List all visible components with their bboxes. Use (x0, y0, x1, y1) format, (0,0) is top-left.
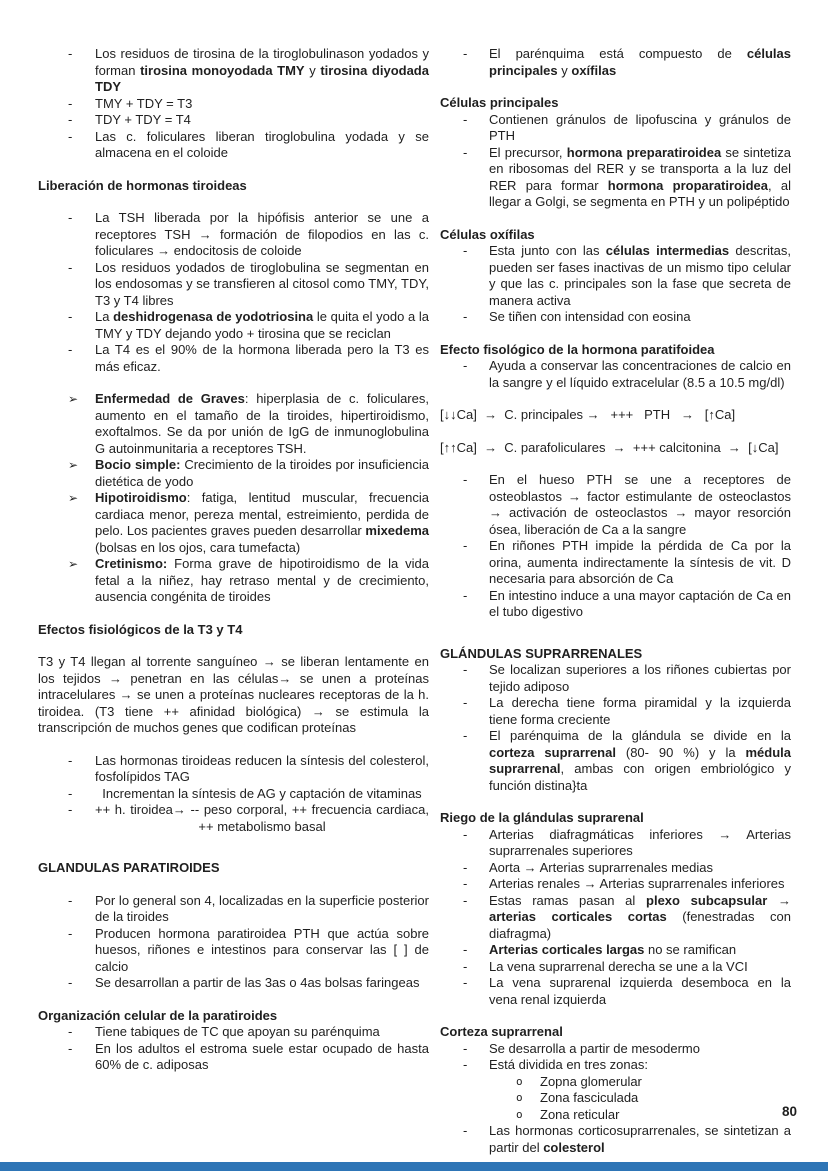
section-heading: Liberación de hormonas tiroideas (38, 177, 247, 193)
list-item-text (540, 1107, 619, 1122)
text-segment: Crecimiento de la tiroides por insuficiencia dietética de yodo (95, 457, 429, 489)
list-item-text (489, 538, 791, 586)
list-item-text (95, 342, 429, 374)
list-item (440, 145, 791, 211)
text-segment: Los residuos de tirosina de la tiroglobulinason yodados y forman (95, 46, 429, 78)
list-item-text (95, 391, 429, 456)
list-item (38, 786, 429, 803)
text-segment: Incrementan la síntesis de AG y captación de vitaminas (102, 785, 422, 801)
text-segment: Ayuda a conservar las concentraciones de calcio en la sangre y el líquido extracelular (8.5 a 10.5 mg/dl) (489, 358, 791, 390)
list-item (38, 309, 429, 342)
section-heading: Células principales (440, 95, 559, 110)
dash-list (440, 112, 791, 211)
arrow-list (38, 391, 429, 606)
text-segment: Zopna glomerular (540, 1073, 642, 1089)
dash-bullet-marker: - (68, 210, 73, 225)
text-segment: En intestino induce a una mayor captación de Ca en el tubo digestivo (489, 587, 791, 619)
list-item-text (540, 1074, 642, 1089)
list-item-text (95, 490, 429, 555)
dash-bullet-marker: - (463, 728, 468, 743)
list-item (440, 1041, 791, 1058)
circle-bullet-marker: o (516, 1074, 523, 1088)
list-item (440, 46, 791, 79)
text-segment: La TSH liberada por la hipófisis anterior se une a receptores TSH → formación de filopodios en las c. foliculares → endocitosis de coloide (95, 210, 429, 258)
text-segment: TDY + TDY = T4 (95, 112, 191, 127)
list-item-text (489, 358, 791, 390)
dash-list (38, 1024, 429, 1074)
list-item (440, 893, 791, 943)
dash-list (38, 210, 429, 375)
text-segment: Esta junto con las (489, 243, 606, 258)
list-item-text (489, 309, 691, 324)
text-segment: Arterias renales → Arterias suprarrenales inferiores (489, 876, 785, 891)
list-item-text (95, 1024, 380, 1039)
footer-accent-bar (0, 1162, 828, 1171)
dash-bullet-marker: - (463, 144, 468, 160)
list-item (38, 210, 429, 260)
list-item (38, 96, 429, 113)
list-item-text (489, 860, 713, 875)
list-item-text (102, 786, 421, 801)
text-segment: Cretinismo: (95, 556, 168, 571)
dash-bullet-marker: - (68, 309, 73, 324)
text-segment: (fenestradas con diafragma) (489, 909, 791, 941)
list-item-text (95, 112, 191, 127)
list-item (440, 959, 791, 976)
list-item (440, 309, 791, 326)
dash-bullet-marker: - (463, 876, 468, 891)
text-segment: arterias corticales cortas (489, 909, 667, 924)
text-segment: hormona preparatiroidea (566, 144, 722, 160)
list-item (38, 975, 429, 992)
dash-bullet-marker: - (68, 95, 73, 111)
list-item (440, 1107, 791, 1124)
list-item (440, 662, 791, 695)
section-heading: Células oxífilas (440, 226, 535, 242)
text-segment: La vena suprarrenal derecha se une a la VCI (489, 958, 748, 974)
list-item (38, 556, 429, 606)
text-segment: En el hueso PTH se une a receptores de osteoblastos → factor estimulante de osteoclastos → activación de osteoclastos → mayor resorción ósea, liberación de Ca a la sangre (489, 472, 791, 537)
list-item (440, 1074, 791, 1091)
right-column (440, 46, 791, 1171)
list-item-text (95, 260, 429, 308)
text-segment: Zona reticular (540, 1106, 620, 1122)
list-item-text (489, 1123, 791, 1155)
text-segment: Enfermedad de Graves (95, 391, 245, 406)
text-segment: [↓↓Ca] → C. principales → +++ PTH → [↑Ca] (440, 407, 736, 422)
text-segment: y (304, 62, 321, 78)
list-item (38, 753, 429, 786)
list-item (440, 876, 791, 893)
text-segment: Hipotiroidismo (95, 490, 187, 505)
list-item (440, 728, 791, 794)
list-item-text (95, 46, 429, 94)
dash-list (440, 662, 791, 794)
dash-bullet-marker: - (463, 975, 468, 990)
section-heading: Corteza suprarrenal (440, 1024, 563, 1039)
text-segment: plexo subcapsular (646, 892, 768, 908)
text-segment: Los residuos yodados de tiroglobulina se segmentan en los endosomas y se transfieren al citosol como TMY, TDY, T3 y T4 libres (95, 259, 429, 308)
text-segment: Bocio simple: (95, 457, 181, 472)
list-item (38, 457, 429, 490)
text-segment: Se localizan superiores a los riñones cubiertas por tejido adiposo (489, 662, 791, 694)
text-segment: células principales (489, 46, 791, 78)
dash-list (440, 46, 791, 79)
dash-list (440, 243, 791, 326)
dash-bullet-marker: - (463, 46, 468, 61)
section-heading: GLÁNDULAS SUPRARRENALES (440, 645, 643, 661)
list-item-text (95, 457, 429, 489)
text-segment: [↑↑Ca] → C. parafoliculares → +++ calcitonina → [↓Ca] (440, 439, 779, 455)
text-segment: no se ramifican (644, 942, 737, 957)
text-segment: En riñones PTH impide la pérdida de Ca por la orina, aumenta indirectamente la síntesis de vit. D necesaria para absorción de Ca (489, 538, 791, 586)
text-segment: Contienen gránulos de lipofuscina y gránulos de PTH (489, 111, 791, 143)
text-segment: Zona fasciculada (540, 1090, 639, 1105)
dash-bullet-marker: - (463, 662, 468, 677)
dash-bullet-marker: - (463, 472, 468, 487)
list-item (38, 1041, 429, 1074)
dash-bullet-marker: - (68, 975, 73, 990)
list-item-text (95, 926, 429, 974)
dash-list (440, 1123, 791, 1156)
dash-bullet-marker: - (68, 925, 73, 941)
list-item (38, 1024, 429, 1041)
list-item-text (95, 556, 429, 604)
list-item-text (489, 243, 791, 308)
text-segment: → (767, 892, 791, 908)
dash-bullet-marker: - (68, 1024, 73, 1039)
text-segment: La vena suprarenal izquierda desemboca en la vena renal izquierda (489, 975, 791, 1007)
text-segment: : hiperplasia de c. foliculares, aumento en el tamaño de la tiroides, hipertiroidismo, exoftalmos. Se da por unión de IgG de inmunoglobulina G autoinmunitaria a receptores TSH. (95, 391, 429, 456)
list-item (38, 926, 429, 976)
text-segment: (80- 90 %) y la (615, 744, 746, 760)
section-heading: GLANDULAS PARATIROIDES (38, 860, 220, 875)
list-item (440, 112, 791, 145)
text-segment: se sintetiza en ribosomas del RER y se transporta a la luz del RER para formar (489, 144, 791, 193)
dash-bullet-marker: - (463, 358, 468, 373)
list-item (440, 695, 791, 728)
page-number: 80 (781, 1104, 797, 1119)
list-item (440, 538, 791, 588)
text-segment: Las c. foliculares liberan tiroglobulina yodada y se almacena en el coloide (95, 128, 429, 160)
list-item-text (95, 309, 429, 341)
list-item (38, 802, 429, 835)
text-segment: El parénquima de la glándula se divide en la (489, 728, 791, 743)
arrow-bullet-marker: ➢ (68, 392, 79, 406)
list-item-text (489, 1041, 700, 1056)
section-heading: Efectos fisiológicos de la T3 y T4 (38, 621, 243, 637)
text-segment: descritas, pueden ser fases inactivas de un mismo tipo celular y que las c. principales son la fase que secreta de manera activa (489, 243, 791, 308)
list-item-text (489, 46, 791, 78)
list-item-text (489, 975, 791, 1007)
dash-bullet-marker: - (463, 826, 468, 842)
text-segment: le quita el yodo a la TMY y TDY dejando yodo + tirosina que se reciclan (95, 309, 429, 341)
list-item-text (540, 1090, 638, 1105)
text-segment: El precursor, (489, 144, 567, 160)
text-segment: tirosina monoyodada TMY (140, 62, 305, 78)
list-item (440, 472, 791, 538)
list-item-text (95, 893, 429, 925)
text-segment: ++ h. tiroidea→ -- peso corporal, ++ frecuencia cardiaca, ++ metabolismo basal (95, 802, 429, 834)
list-item-text (95, 802, 429, 834)
dash-bullet-marker: - (463, 1040, 468, 1056)
list-item-text (489, 588, 791, 620)
text-segment: Se tiñen con intensidad con eosina (489, 309, 691, 324)
text-segment: TMY + TDY = T3 (95, 95, 193, 111)
arrow-bullet-marker: ➢ (68, 557, 79, 571)
list-item-text (95, 210, 429, 258)
dash-bullet-marker: - (68, 342, 73, 357)
dash-bullet-marker: - (463, 587, 468, 603)
text-segment: La derecha tiene forma piramidal y la izquierda tiene forma creciente (489, 695, 791, 727)
dash-bullet-marker: - (463, 538, 468, 553)
dash-bullet-marker: - (68, 128, 73, 144)
list-item-text (489, 145, 791, 210)
list-item (440, 243, 791, 309)
left-column (38, 46, 429, 1090)
arrow-bullet-marker: ➢ (68, 491, 79, 505)
list-item (38, 342, 429, 375)
text-segment: El parénquima está compuesto de (489, 46, 747, 61)
text-segment: Arterias corticales largas (489, 942, 645, 957)
dash-bullet-marker: - (463, 859, 468, 875)
dash-bullet-marker: - (68, 752, 73, 768)
list-item-text (489, 827, 791, 859)
dash-bullet-marker: - (463, 958, 468, 974)
circle-bullet-marker: o (516, 1091, 523, 1104)
text-segment: hormona proparatiroidea (607, 177, 769, 193)
list-item (440, 860, 791, 877)
text-segment: : fatiga, lentitud muscular, frecuencia cardiaca menor, pereza mental, estreimiento, perdida de pelo. Los pacientes graves pueden desarrollar (95, 490, 429, 538)
text-segment: Se desarrollan a partir de las 3as o 4as bolsas faringeas (95, 975, 420, 990)
section-heading: Organización celular de la paratiroides (38, 1007, 278, 1023)
text-segment: médula suprarrenal (489, 744, 791, 776)
circle-bullet-marker: o (516, 1107, 523, 1121)
dash-bullet-marker: - (463, 942, 468, 957)
list-item-text (489, 959, 748, 974)
dash-bullet-marker: - (68, 46, 73, 61)
section-heading: Efecto fisológico de la hormona paratifoidea (440, 341, 715, 357)
text-segment: T3 y T4 llegan al torrente sanguíneo → se liberan lentamente en los tejidos → penetran en las células→ se unen a proteínas intracelulares → se unen a proteínas nucleares receptoras de la h. tiroidea. (T3 tiene ++ afinidad biológica) → se estimula la transcripción de muchos genes que codifican proteínas (38, 654, 429, 735)
text-segment: Estas ramas pasan al (489, 892, 647, 908)
text-segment: Está dividida en tres zonas: (489, 1057, 648, 1072)
dash-bullet-marker: - (463, 1123, 468, 1138)
text-segment: Tiene tabiques de TC que apoyan su parénquima (95, 1024, 380, 1039)
list-item (440, 588, 791, 621)
text-segment: (bolsas en los ojos, cara tumefacta) (95, 539, 301, 555)
dash-bullet-marker: - (68, 785, 73, 801)
text-segment: corteza suprarrenal (489, 744, 616, 760)
text-segment: y (557, 62, 572, 78)
dash-list (440, 1041, 791, 1074)
list-item (38, 391, 429, 457)
dash-bullet-marker: - (68, 802, 73, 817)
list-item (440, 358, 791, 391)
text-segment: Forma grave de hipotiroidismo de la vida fetal a la niñez, hay retraso mental y de crecimiento, ausencia congénita de tiroides (95, 556, 429, 604)
list-item (440, 975, 791, 1008)
list-item (38, 893, 429, 926)
dash-list (440, 827, 791, 1009)
list-item (440, 827, 791, 860)
dash-list (38, 753, 429, 836)
dash-bullet-marker: - (463, 695, 468, 710)
text-segment: La T4 es el 90% de la hormona liberada pero la T3 es más eficaz. (95, 342, 429, 374)
list-item-text (95, 96, 192, 111)
text-segment: Por lo general son 4, localizadas en la superficie posterior de la tiroides (95, 892, 429, 924)
dash-bullet-marker: - (68, 259, 73, 275)
text-segment: En los adultos el estroma suele estar ocupado de hasta 60% de c. adiposas (95, 1040, 429, 1072)
dash-list (440, 472, 791, 621)
list-item-text (95, 975, 419, 990)
list-item (440, 1123, 791, 1156)
dash-bullet-marker: - (68, 1040, 73, 1056)
text-segment: oxífilas (571, 62, 617, 78)
dash-bullet-marker: - (463, 111, 468, 127)
list-item (38, 46, 429, 96)
list-item (38, 112, 429, 129)
text-segment: Arterias diafragmáticas inferiores → Arterias suprarrenales superiores (489, 826, 791, 858)
text-segment: deshidrogenasa de yodotriosina (113, 309, 314, 324)
list-item (38, 129, 429, 162)
dash-list (38, 46, 429, 162)
arrow-bullet-marker: ➢ (68, 458, 79, 472)
text-segment: La (95, 309, 114, 324)
dash-bullet-marker: - (463, 1057, 468, 1072)
list-item-text (95, 753, 429, 785)
text-segment: , ambas con origen embriológico y función distina}ta (489, 761, 791, 793)
text-segment: Las hormonas corticosuprarrenales, se sintetizan a partir del (489, 1123, 791, 1155)
list-item (440, 1090, 791, 1107)
list-item-text (489, 695, 791, 727)
list-item (440, 1057, 791, 1074)
dash-bullet-marker: - (68, 112, 73, 127)
circle-list (440, 1074, 791, 1124)
formula-line (440, 407, 791, 424)
formula-line (440, 440, 791, 457)
list-item-text (489, 728, 791, 793)
list-item (440, 942, 791, 959)
list-item (38, 490, 429, 556)
text-segment: Se desarrolla a partir de mesodermo (489, 1040, 700, 1056)
dash-list (440, 358, 791, 391)
text-segment: Las hormonas tiroideas reducen la síntesis del colesterol, fosfolípidos TAG (95, 752, 429, 784)
list-item (38, 260, 429, 310)
text-segment: Aorta → Arterias suprarrenales medias (489, 859, 713, 875)
dash-bullet-marker: - (463, 892, 468, 908)
list-item-text (489, 1057, 648, 1072)
text-segment: Producen hormona paratiroidea PTH que actúa sobre huesos, riñones e intestinos para conservar las [ ] de calcio (95, 925, 429, 974)
paragraph (38, 654, 429, 737)
list-item-text (489, 112, 791, 144)
list-item-text (489, 472, 791, 537)
text-segment: colesterol (543, 1139, 605, 1155)
text-segment: , al llegar a Golgi, se segmenta en PTH y un polipéptido (489, 177, 791, 209)
dash-list (38, 893, 429, 992)
section-heading: Riego de la glándulas suprarenal (440, 810, 644, 825)
list-item-text (489, 662, 791, 694)
text-segment: células intermedias (605, 243, 730, 258)
list-item-text (95, 129, 429, 161)
dash-bullet-marker: - (68, 892, 73, 908)
dash-bullet-marker: - (463, 309, 468, 324)
list-item-text (489, 893, 791, 941)
list-item-text (489, 942, 736, 957)
list-item-text (489, 876, 785, 891)
text-segment: mixedema (365, 523, 429, 538)
text-segment: tirosina diyodada TDY (95, 62, 429, 94)
dash-bullet-marker: - (463, 243, 468, 258)
list-item-text (95, 1041, 429, 1073)
